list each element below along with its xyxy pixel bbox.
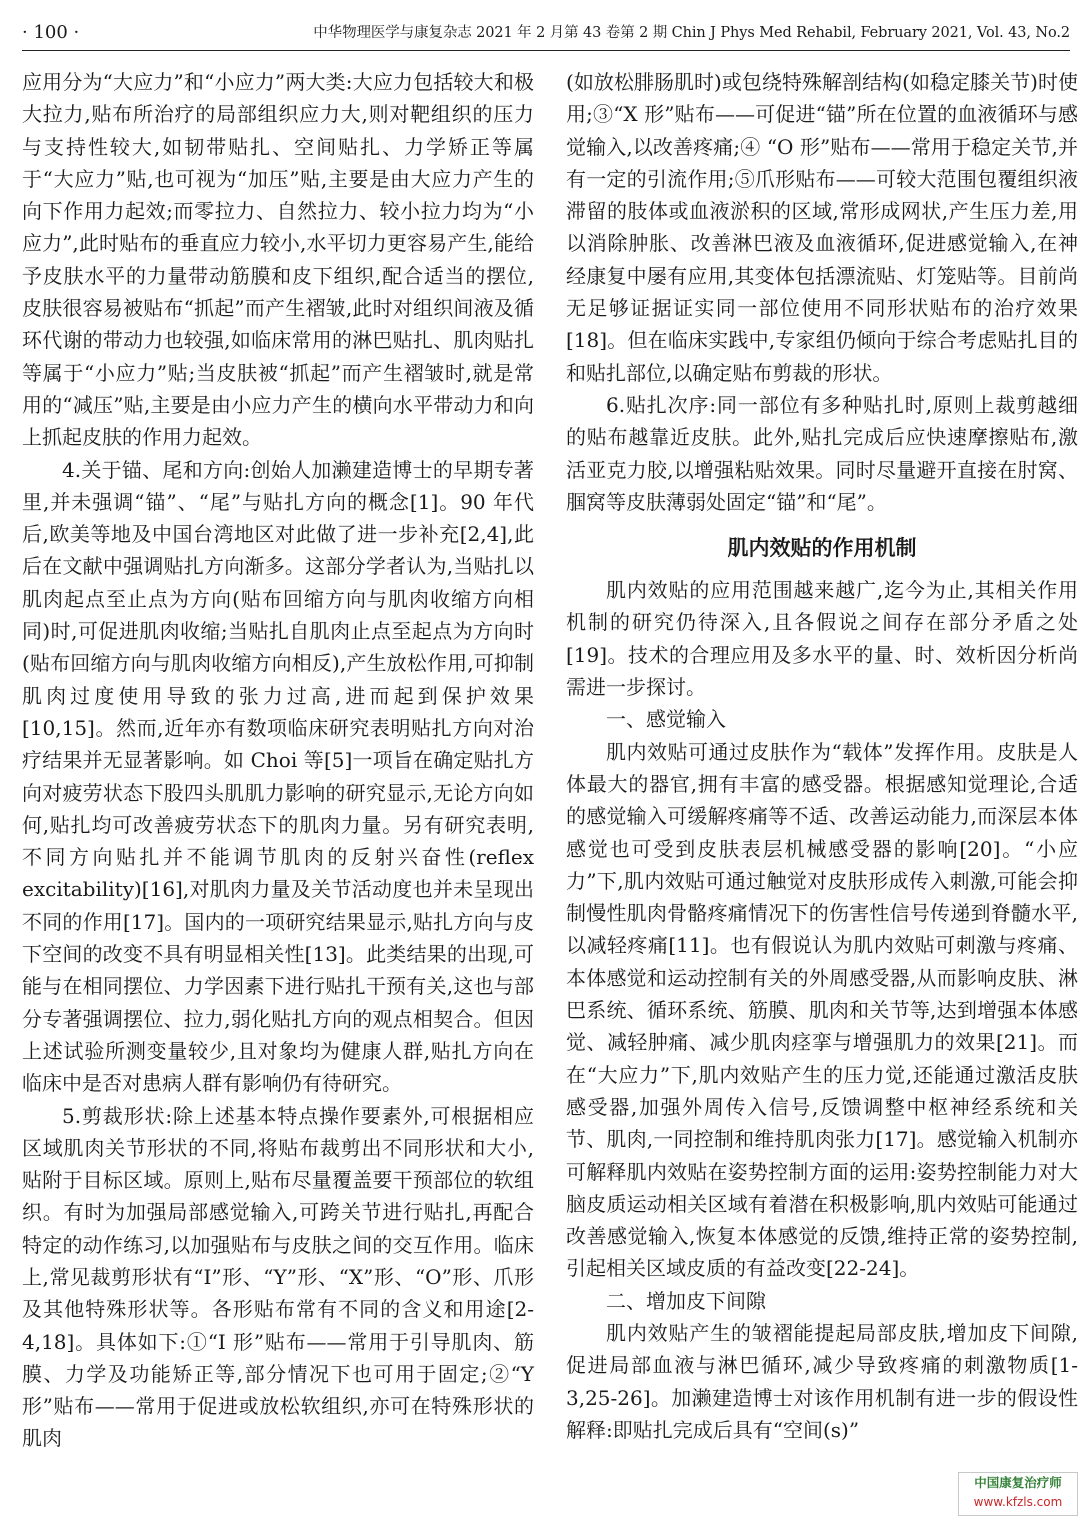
- journal-citation: 中华物理医学与康复杂志 2021 年 2 月第 43 卷第 2 期 Chin J Phys Med Rehabil, February 2021, Vol. 43, No.2: [313, 25, 1070, 41]
- paragraph-anchor-tail-direction: 4.关于锚、尾和方向:创始人加濑建造博士的早期专著里,并未强调“锚”、“尾”与贴扎方向的概念[1]。90 年代后,欧美等地及中国台湾地区对此做了进一步补充[2,4],此后在文献中强调贴扎方向渐多。这部分学者认为,当贴扎以肌肉起点至止点为方向(贴布回缩方向与肌肉收缩方向相同)时,可促进肌肉收缩;当贴扎自肌肉止点至起点为方向时(贴布回缩方向与肌肉收缩方向相反),产生放松作用,可抑制肌肉过度使用导致的张力过高,进而起到保护效果[10,15]。然而,近年亦有数项临床研究表明贴扎方向对治疗结果并无显著影响。如 Choi 等[5]一项旨在确定贴扎方向对疲劳状态下股四头肌肌力影响的研究显示,无论方向如何,贴扎均可改善疲劳状态下的肌肉力量。另有研究表明,不同方向贴扎并不能调节肌肉的反射兴奋性(reflex excitability)[16],对肌肉力量及关节活动度也并未呈现出不同的作用[17]。国内的一项研究结果显示,贴扎方向与皮下空间的改变不具有明显相关性[13]。此类结果的出现,可能与在相同摆位、力学因素下进行贴扎干预有关,这也与部分专著强调摆位、拉力,弱化贴扎方向的观点相契合。但因上述试验所测变量较少,且对象均为健康人群,贴扎方向在临床中是否对患病人群有影响仍有待研究。: [22, 457, 534, 1096]
- running-header: [22, 16, 1070, 51]
- paragraph-tail: )”: [841, 1417, 860, 1442]
- subsection-title-sensory-input: 一、感觉输入: [606, 707, 726, 732]
- paragraph-sensory-input: 肌内效贴可通过皮肤作为“载体”发挥作用。皮肤是人体最大的器官,拥有丰富的感受器。根据感知觉理论,合适的感觉输入可缓解疼痛等不适、改善运动能力,而深层本体感觉也可受到皮肤表层机械感受器的影响[20]。“小应力”下,肌内效贴可通过触觉对皮肤形成传入刺激,可能会抑制慢性肌肉骨骼疼痛情况下的伤害性信号传递到脊髓水平,以减轻疼痛[11]。也有假说认为肌内效贴可刺激与疼痛、本体感觉和运动控制有关的外周感受器,从而影响皮肤、淋巴系统、循环系统、筋膜、肌肉和关节等,达到增强本体感觉、减轻肿痛、减少肌肉痉挛与增强肌力的效果[21]。而在“大应力”下,肌内效贴产生的压力觉,还能通过激活皮肤感受器,加强外周传入信号,反馈调整中枢神经系统和关节、肌肉,一同控制和维持肌肉张力[17]。感觉输入机制亦可解释肌内效贴在姿势控制方面的运用:姿势控制能力对大脑皮质运动相关区域有着潜在积极影响,肌内效贴可能通过改善感觉输入,恢复本体感觉的反馈,维持正常的姿势控制,引起相关区域皮质的有益改变[22-24]。: [566, 739, 1078, 1281]
- page-number: · 100 ·: [22, 22, 80, 43]
- left-column: [22, 66, 534, 1455]
- watermark-chinese: 中国康复治疗师: [974, 1475, 1062, 1490]
- paragraph-taping-order: 6.贴扎次序:同一部位有多种贴扎时,原则上裁剪越细的贴布越靠近皮肤。此外,贴扎完成后应快速摩擦贴布,激活亚克力胶,以增强粘贴效果。同时尽量避开直接在肘窝、腘窝等皮肤薄弱处固定“锚”和“尾”。: [566, 392, 1078, 514]
- right-column: [566, 66, 1078, 1446]
- paragraph-text: 肌内效贴产生的皱褶能提起局部皮肤,增加皮下间隙,促进局部血液与淋巴循环,减少导致疼痛的刺激物质[1-3,25-26]。加濑建造博士对该作用机制有进一步的假设性解释:即贴扎完成后具有“空间(s: [566, 1320, 1078, 1442]
- paragraph-intro: 肌内效贴的应用范围越来越广,迄今为止,其相关作用机制的研究仍待深入,且各假说之间存在部分矛盾之处[19]。技术的合理应用及多水平的量、时、效析因分析尚需进一步探讨。: [566, 578, 1078, 700]
- site-watermark: [958, 1472, 1078, 1516]
- paragraph: (如放松腓肠肌时)或包绕特殊解剖结构(如稳定膝关节)时使用;③“X 形”贴布——可促进“锚”所在位置的血液循环与感觉输入,以改善疼痛;④ “O 形”贴布——常用于稳定关节,并有一定的引流作用;⑤爪形贴布——可较大范围包覆组织液滞留的肢体或血液淤积的区域,常形成网状,产生压力差,用以消除肿胀、改善淋巴液及血液循环,促进感觉输入,在神经康复中屡有应用,其变体包括漂流贴、灯笼贴等。目前尚无足够证据证实同一部位使用不同形状贴布的治疗效果[18]。但在临床实践中,专家组仍倾向于综合考虑贴扎目的和贴扎部位,以确定贴布剪裁的形状。: [566, 70, 1078, 385]
- subsection-title-subcutaneous-space: 二、增加皮下间隙: [606, 1288, 766, 1313]
- paragraph-subcutaneous-space: [566, 1317, 1078, 1446]
- paragraph: 应用分为“大应力”和“小应力”两大类:大应力包括较大和极大拉力,贴布所治疗的局部组织应力大,则对靶组织的压力与支持性较大,如韧带贴扎、空间贴扎、力学矫正等属于“大应力”贴,也可视为“加压”贴,主要是由大应力产生的向下作用力起效;而零拉力、自然拉力、较小拉力均为“小应力”,此时贴布的垂直应力较小,水平切力更容易产生,能给予皮肤水平的力量带动筋膜和皮下组织,配合适当的摆位,皮肤很容易被贴布“抓起”而产生褶皱,此时对组织间液及循环代谢的带动力也较强,如临床常用的淋巴贴扎、肌肉贴扎等属于“小应力”贴;当皮肤被“抓起”而产生褶皱时,就是常用的“减压”贴,主要是由小应力产生的横向水平带动力和向上抓起皮肤的作用力起效。: [22, 70, 534, 450]
- section-heading: 肌内效贴的作用机制: [727, 536, 917, 561]
- paragraph-cut-shape: 5.剪裁形状:除上述基本特点操作要素外,可根据相应区域肌肉关节形状的不同,将贴布裁剪出不同形状和大小,贴附于目标区域。原则上,贴布尽量覆盖要干预部位的软组织。有时为加强局部感觉输入,可跨关节进行贴扎,再配合特定的动作练习,以加强贴布与皮肤之间的交互作用。临床上,常见裁剪形状有“I”形、“Y”形、“X”形、“O”形、爪形及其他特殊形状等。各形贴布常有不同的含义和用途[2-4,18]。具体如下:①“I 形”贴布——常用于引导肌肉、筋膜、力学及功能矫正等,部分情况下也可用于固定;②“Y 形”贴布——常用于促进或放松软组织,亦可在特殊形状的肌肉: [22, 1103, 534, 1451]
- watermark-url: www.kfzls.com: [973, 1495, 1063, 1509]
